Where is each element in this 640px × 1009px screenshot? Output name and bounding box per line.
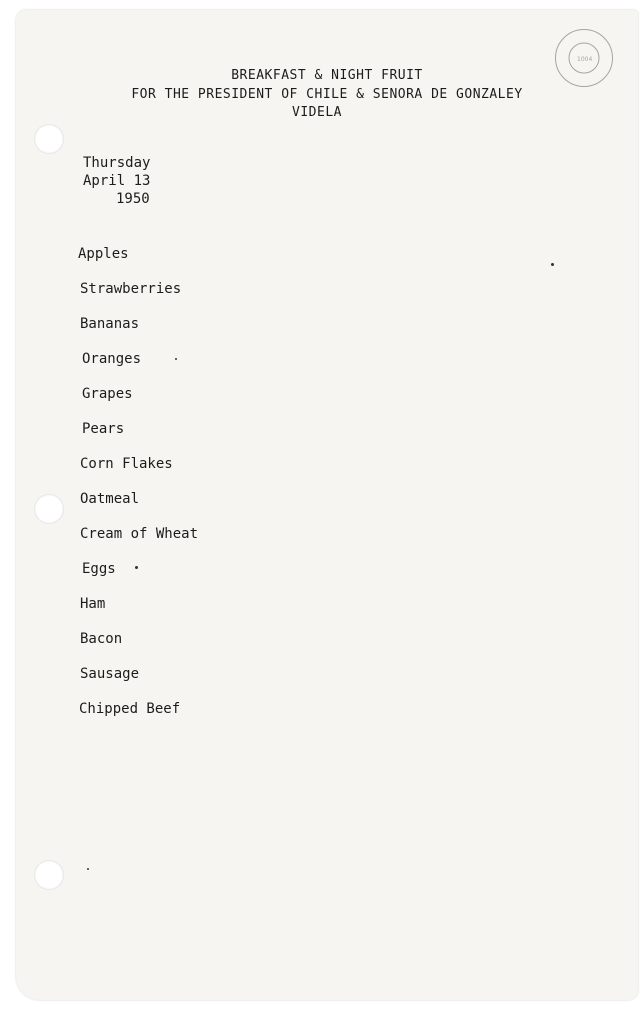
list-item: Bacon (80, 631, 123, 647)
list-item: Corn Flakes (80, 456, 173, 472)
heading-line-3: VIDELA (292, 105, 342, 120)
binder-hole-icon (34, 860, 64, 890)
binder-hole-icon (34, 494, 64, 524)
list-item: Cream of Wheat (80, 526, 199, 542)
list-item: Strawberries (80, 281, 182, 297)
date-year: 1950 (116, 191, 150, 207)
ink-speck-icon (87, 868, 89, 870)
heading-line-1: BREAKFAST & NIGHT FRUIT (231, 68, 423, 83)
svg-text:1004: 1004 (577, 56, 593, 63)
date-weekday: Thursday (83, 155, 151, 171)
ink-speck-icon (551, 263, 554, 266)
heading-line-2: FOR THE PRESIDENT OF CHILE & SENORA DE GONZALEY (131, 87, 523, 102)
list-item: Eggs (82, 561, 116, 577)
binder-hole-icon (34, 124, 64, 154)
ink-speck-icon (135, 566, 138, 569)
list-item: Apples (78, 246, 129, 262)
list-item: Sausage (80, 666, 140, 682)
list-item: Chipped Beef (79, 701, 181, 717)
document-page (16, 10, 638, 1000)
list-item: Bananas (80, 316, 140, 332)
list-item: Grapes (82, 386, 133, 402)
list-item: Oranges (82, 351, 142, 367)
ink-speck-icon (175, 358, 177, 360)
date-month-day: April 13 (83, 173, 151, 189)
list-item: Ham (80, 596, 106, 612)
list-item: Oatmeal (80, 491, 140, 507)
list-item: Pears (82, 421, 125, 437)
